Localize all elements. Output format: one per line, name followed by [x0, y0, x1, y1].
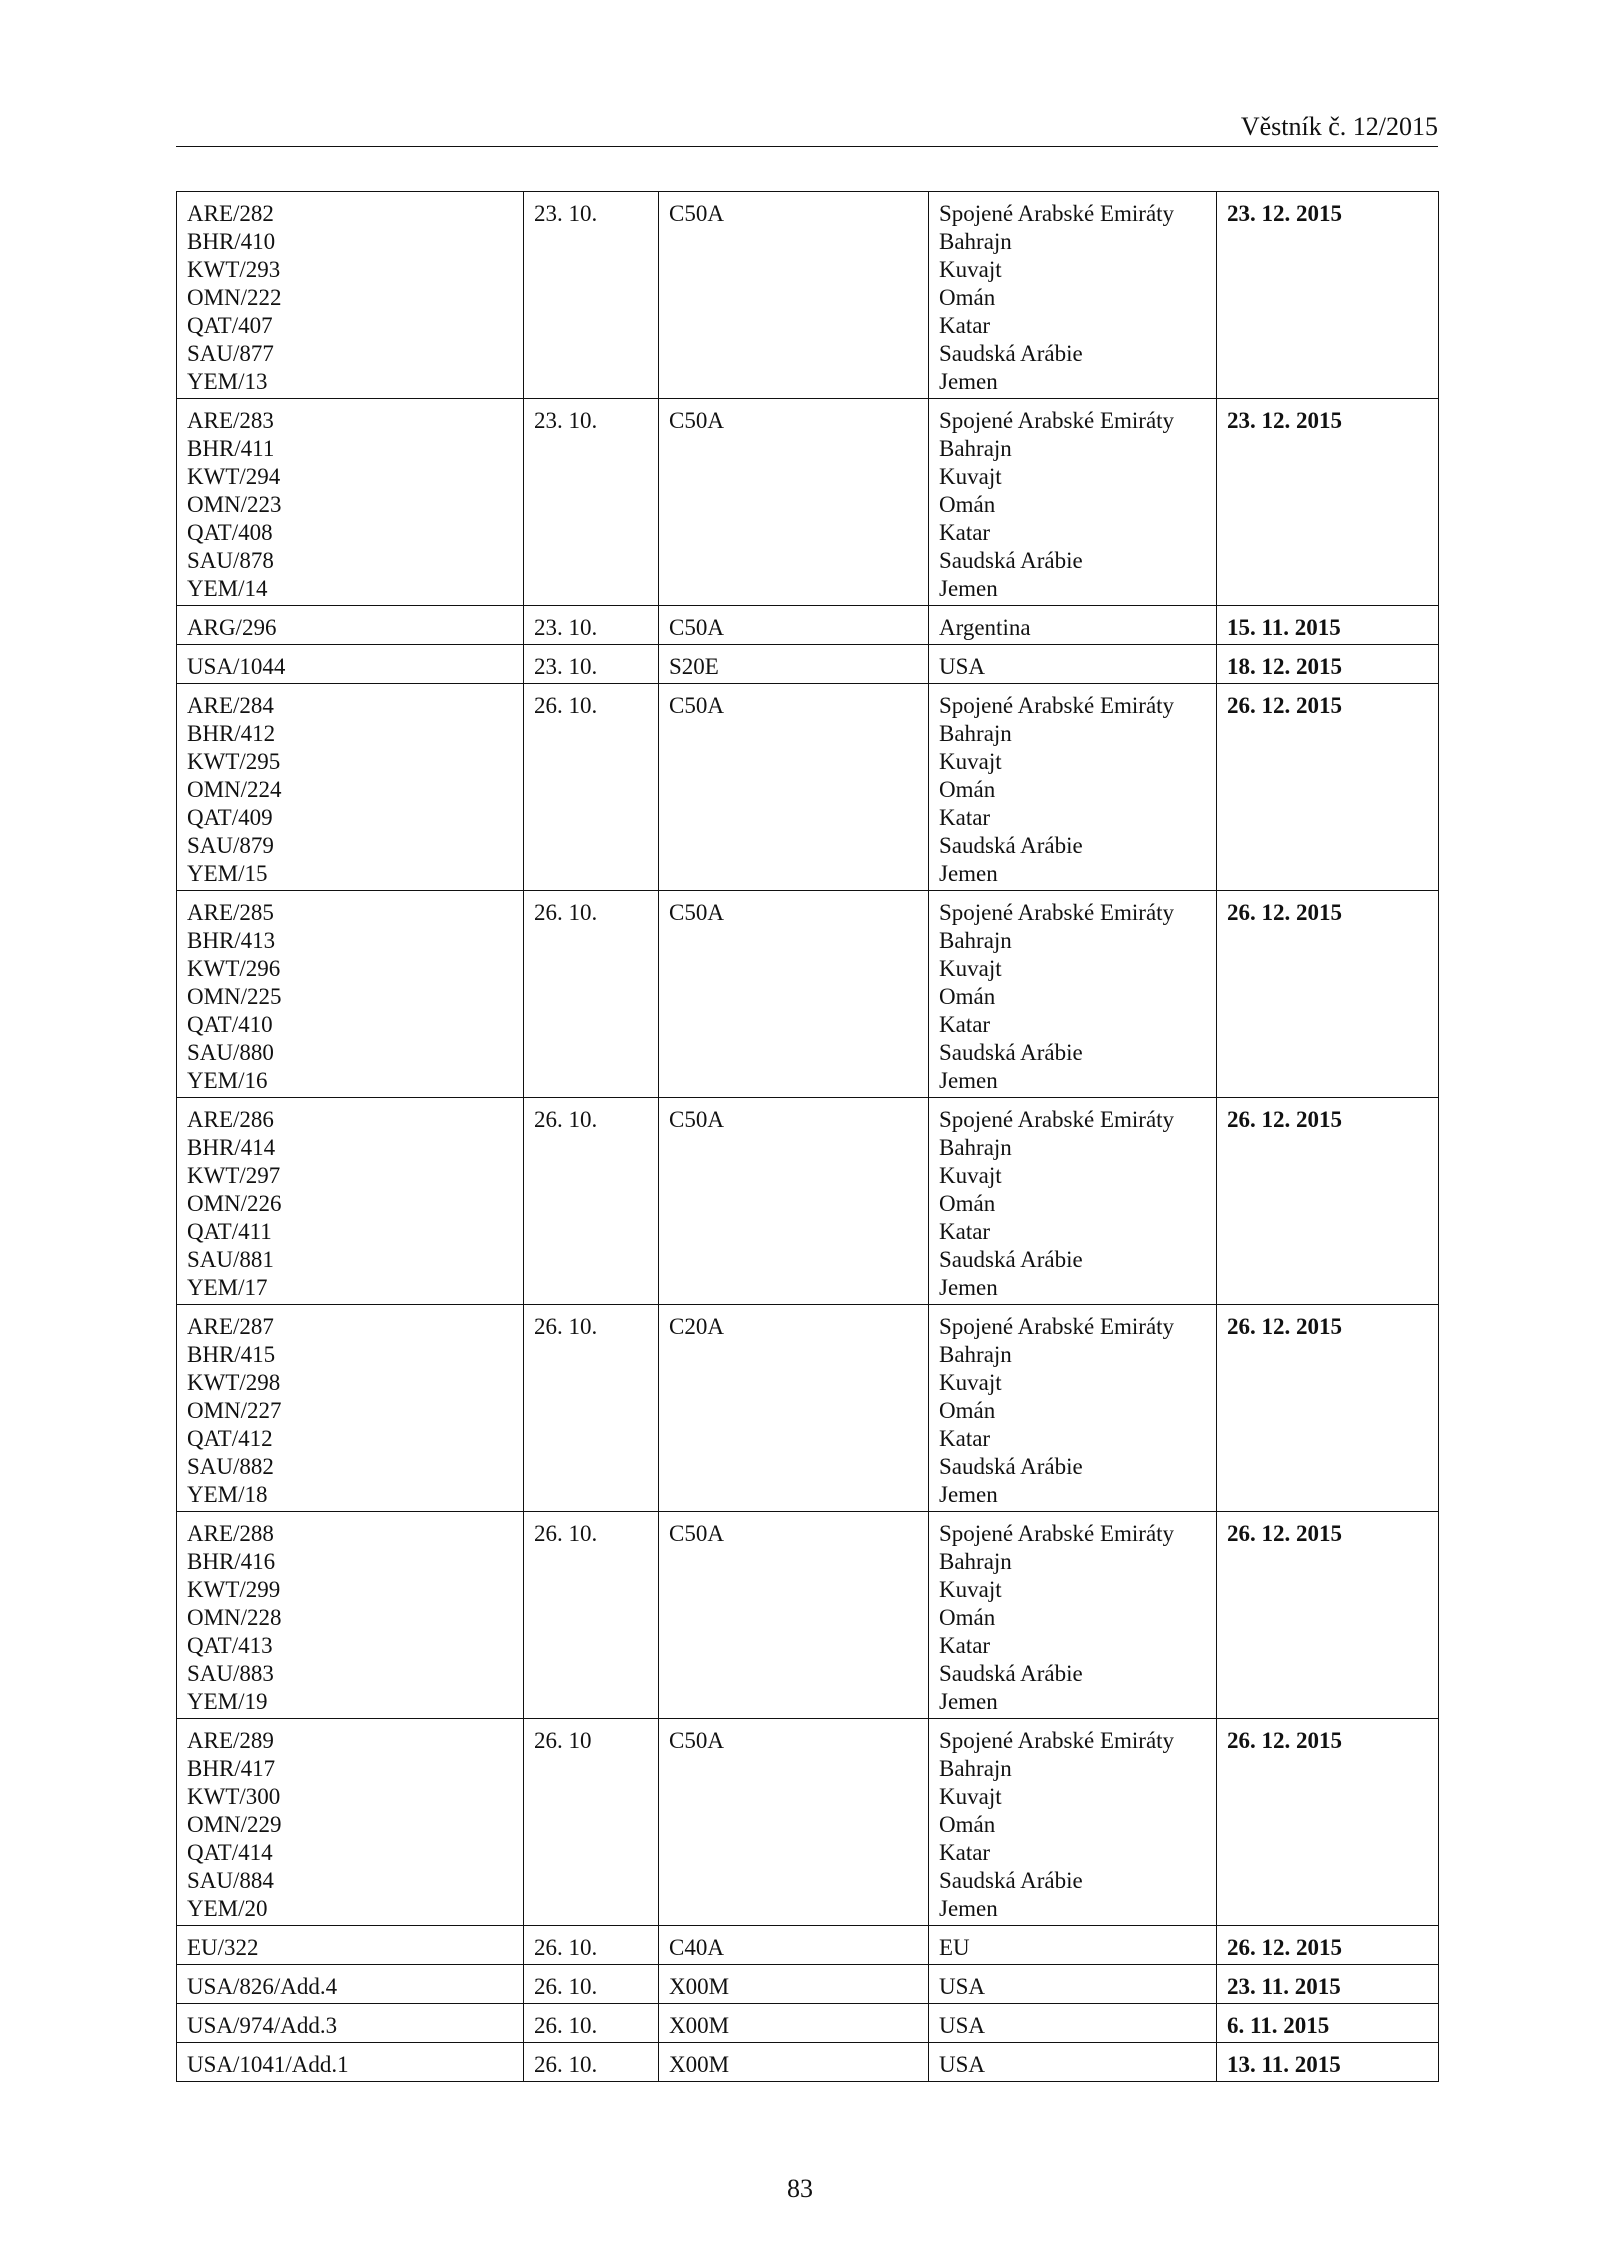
notification-date: 26. 10.: [524, 1098, 659, 1305]
comment-deadline: 26. 12. 2015: [1217, 1926, 1439, 1965]
table-row: [177, 1926, 1439, 1965]
notification-symbols: ARE/289 BHR/417 KWT/300 OMN/229 QAT/414 SAU/884 YEM/20: [177, 1719, 524, 1926]
notification-countries: EU: [929, 1926, 1217, 1965]
notification-countries: Spojené Arabské Emiráty Bahrajn Kuvajt Omán Katar Saudská Arábie Jemen: [929, 1719, 1217, 1926]
table-row: [177, 192, 1439, 399]
table-row: [177, 399, 1439, 606]
notification-symbols: ARE/284 BHR/412 KWT/295 OMN/224 QAT/409 SAU/879 YEM/15: [177, 684, 524, 891]
notification-code: C50A: [659, 1098, 929, 1305]
notification-countries: Spojené Arabské Emiráty Bahrajn Kuvajt Omán Katar Saudská Arábie Jemen: [929, 1512, 1217, 1719]
notification-code: C50A: [659, 606, 929, 645]
notification-countries: Spojené Arabské Emiráty Bahrajn Kuvajt Omán Katar Saudská Arábie Jemen: [929, 192, 1217, 399]
comment-deadline: 6. 11. 2015: [1217, 2004, 1439, 2043]
table-row: [177, 684, 1439, 891]
table-row: [177, 1965, 1439, 2004]
notification-countries: Spojené Arabské Emiráty Bahrajn Kuvajt Omán Katar Saudská Arábie Jemen: [929, 891, 1217, 1098]
notification-countries: USA: [929, 645, 1217, 684]
notification-code: X00M: [659, 1965, 929, 2004]
notification-code: C40A: [659, 1926, 929, 1965]
comment-deadline: 26. 12. 2015: [1217, 1719, 1439, 1926]
table-row: [177, 606, 1439, 645]
notification-countries: Argentina: [929, 606, 1217, 645]
notification-symbols: USA/974/Add.3: [177, 2004, 524, 2043]
notification-countries: USA: [929, 1965, 1217, 2004]
notification-date: 26. 10.: [524, 1305, 659, 1512]
table-row: [177, 891, 1439, 1098]
comment-deadline: 15. 11. 2015: [1217, 606, 1439, 645]
notification-code: C50A: [659, 1512, 929, 1719]
table-row: [177, 1512, 1439, 1719]
notification-symbols: ARE/285 BHR/413 KWT/296 OMN/225 QAT/410 SAU/880 YEM/16: [177, 891, 524, 1098]
table-row: [177, 645, 1439, 684]
table-row: [177, 1098, 1439, 1305]
comment-deadline: 18. 12. 2015: [1217, 645, 1439, 684]
page-number: 83: [787, 2174, 813, 2203]
notification-date: 26. 10.: [524, 891, 659, 1098]
notification-code: X00M: [659, 2004, 929, 2043]
notification-date: 26. 10.: [524, 2004, 659, 2043]
notification-date: 23. 10.: [524, 192, 659, 399]
notification-code: C50A: [659, 891, 929, 1098]
notification-symbols: ARE/283 BHR/411 KWT/294 OMN/223 QAT/408 SAU/878 YEM/14: [177, 399, 524, 606]
comment-deadline: 26. 12. 2015: [1217, 1512, 1439, 1719]
notification-countries: USA: [929, 2043, 1217, 2082]
notification-countries: Spojené Arabské Emiráty Bahrajn Kuvajt Omán Katar Saudská Arábie Jemen: [929, 1098, 1217, 1305]
notification-symbols: USA/1041/Add.1: [177, 2043, 524, 2082]
comment-deadline: 23. 12. 2015: [1217, 192, 1439, 399]
notification-date: 26. 10.: [524, 684, 659, 891]
comment-deadline: 26. 12. 2015: [1217, 891, 1439, 1098]
notification-table: [176, 191, 1439, 2082]
notification-date: 26. 10.: [524, 2043, 659, 2082]
notification-symbols: ARG/296: [177, 606, 524, 645]
notification-code: C20A: [659, 1305, 929, 1512]
comment-deadline: 26. 12. 2015: [1217, 1305, 1439, 1512]
page-header: [176, 112, 1438, 147]
journal-title: Věstník č. 12/2015: [1240, 112, 1438, 141]
notification-symbols: EU/322: [177, 1926, 524, 1965]
notification-countries: Spojené Arabské Emiráty Bahrajn Kuvajt Omán Katar Saudská Arábie Jemen: [929, 1305, 1217, 1512]
notification-date: 23. 10.: [524, 606, 659, 645]
comment-deadline: 13. 11. 2015: [1217, 2043, 1439, 2082]
notification-date: 23. 10.: [524, 645, 659, 684]
table-row: [177, 1305, 1439, 1512]
notification-symbols: ARE/286 BHR/414 KWT/297 OMN/226 QAT/411 SAU/881 YEM/17: [177, 1098, 524, 1305]
comment-deadline: 23. 11. 2015: [1217, 1965, 1439, 2004]
notification-code: C50A: [659, 684, 929, 891]
notification-date: 26. 10: [524, 1719, 659, 1926]
notification-code: S20E: [659, 645, 929, 684]
notification-code: C50A: [659, 192, 929, 399]
notification-countries: USA: [929, 2004, 1217, 2043]
notification-code: X00M: [659, 2043, 929, 2082]
notification-date: 26. 10.: [524, 1965, 659, 2004]
notification-symbols: USA/1044: [177, 645, 524, 684]
comment-deadline: 26. 12. 2015: [1217, 684, 1439, 891]
notification-date: 26. 10.: [524, 1926, 659, 1965]
comment-deadline: 26. 12. 2015: [1217, 1098, 1439, 1305]
notification-symbols: ARE/287 BHR/415 KWT/298 OMN/227 QAT/412 SAU/882 YEM/18: [177, 1305, 524, 1512]
table-row: [177, 1719, 1439, 1926]
notification-symbols: USA/826/Add.4: [177, 1965, 524, 2004]
notification-symbols: ARE/282 BHR/410 KWT/293 OMN/222 QAT/407 SAU/877 YEM/13: [177, 192, 524, 399]
notification-countries: Spojené Arabské Emiráty Bahrajn Kuvajt Omán Katar Saudská Arábie Jemen: [929, 684, 1217, 891]
table-row: [177, 2004, 1439, 2043]
notification-countries: Spojené Arabské Emiráty Bahrajn Kuvajt Omán Katar Saudská Arábie Jemen: [929, 399, 1217, 606]
comment-deadline: 23. 12. 2015: [1217, 399, 1439, 606]
notification-date: 26. 10.: [524, 1512, 659, 1719]
notification-symbols: ARE/288 BHR/416 KWT/299 OMN/228 QAT/413 SAU/883 YEM/19: [177, 1512, 524, 1719]
notification-code: C50A: [659, 399, 929, 606]
notification-code: C50A: [659, 1719, 929, 1926]
table-row: [177, 2043, 1439, 2082]
notification-date: 23. 10.: [524, 399, 659, 606]
